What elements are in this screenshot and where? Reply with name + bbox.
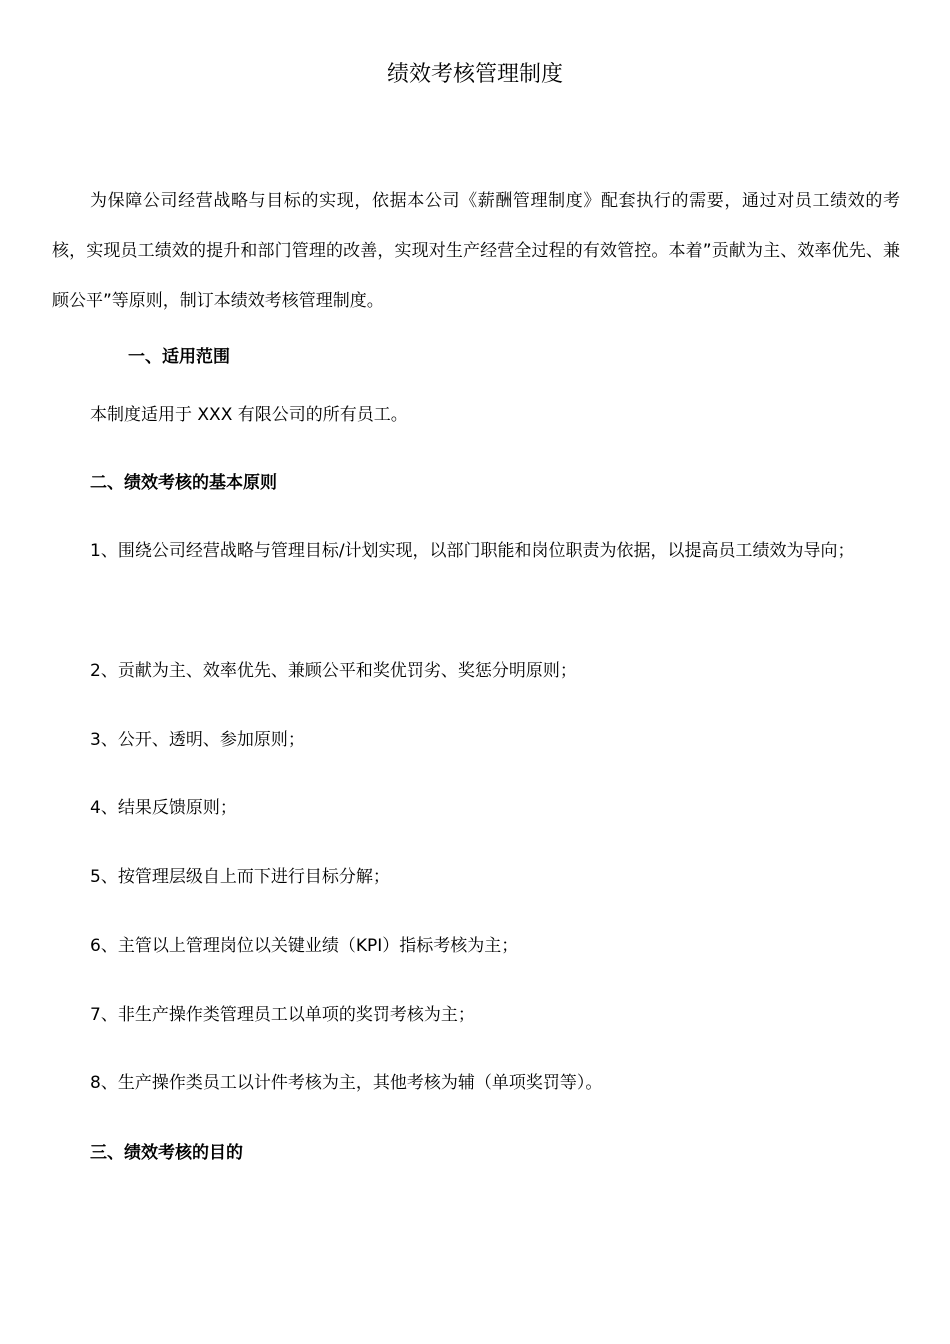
section-1-heading: 一、适用范围	[128, 347, 230, 367]
document-title: 绩效考核管理制度	[386, 62, 563, 87]
section-2-heading: 二、绩效考核的基本原则	[90, 473, 277, 493]
principle-item: 1、围绕公司经营战略与管理目标/计划实现，以部门职能和岗位职责为依据，以提高员工绩效为导向；	[90, 541, 855, 561]
principle-item: 2、贡献为主、效率优先、兼顾公平和奖优罚劣、奖惩分明原则；	[90, 661, 577, 681]
principle-item: 8、生产操作类员工以计件考核为主，其他考核为辅（单项奖罚等）。	[90, 1073, 603, 1093]
principle-item: 5、按管理层级自上而下进行目标分解；	[90, 867, 390, 887]
principle-item: 6、主管以上管理岗位以关键业绩（KPI）指标考核为主；	[90, 936, 519, 956]
principle-item: 3、公开、透明、参加原则；	[90, 730, 305, 750]
section-1-body: 本制度适用于 XXX 有限公司的所有员工。	[90, 405, 408, 425]
intro-paragraph: 为保障公司经营战略与目标的实现，依据本公司《薪酬管理制度》配套执行的需要，通过对员工绩效的考核，实现员工绩效的提升和部门管理的改善，实现对生产经营全过程的有效管控。本着”贡献为主、效率优先、兼顾公平”等原则，制订本绩效考核管理制度。	[52, 191, 900, 311]
section-3-heading: 三、绩效考核的目的	[90, 1143, 243, 1163]
principle-item: 7、非生产操作类管理员工以单项的奖罚考核为主；	[90, 1005, 475, 1025]
principle-item: 4、结果反馈原则；	[90, 798, 237, 818]
